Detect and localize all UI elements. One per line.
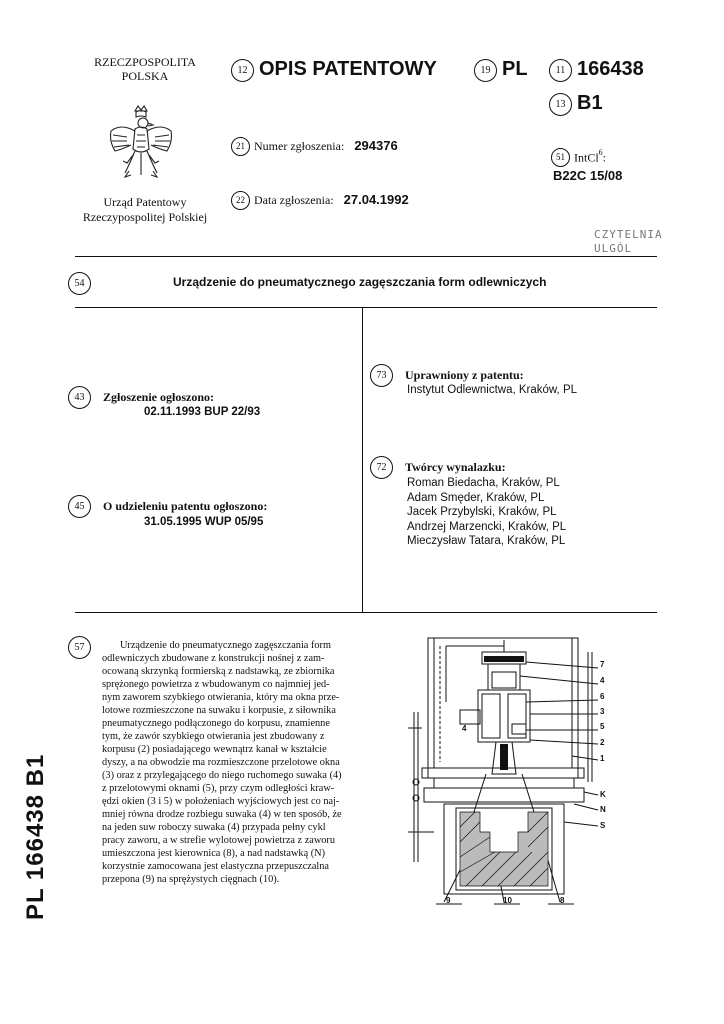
doc-type: OPIS PATENTOWY — [259, 58, 437, 80]
figure-label-9: 9 — [446, 896, 451, 905]
stamp-line-1: CZYTELNIA — [594, 228, 663, 241]
ipc-edition: 6 — [598, 148, 603, 157]
inventor: Jacek Przybylski, Kraków, PL — [407, 506, 557, 518]
inid-code-12: 12 — [231, 59, 254, 82]
inid-code-45: 45 — [68, 495, 91, 518]
filing-date: 27.04.1992 — [343, 192, 409, 208]
eagle-emblem-icon — [105, 103, 177, 183]
grant-value: 31.05.1995 WUP 05/95 — [144, 516, 264, 528]
country-name — [60, 55, 230, 83]
figure-label-1: 1 — [600, 754, 605, 763]
abstract-line: na jeden suw roboczy suwaka (4) przypada pełny cykl — [102, 822, 326, 833]
patent-title: Urządzenie do pneumatycznego zagęszczania form odlewniczych — [173, 275, 547, 289]
inventors-label: Twórcy wynalazku: — [405, 460, 506, 475]
abstract-line: lotowe rozmieszczone na suwaku i korpusie, z siłownika — [102, 705, 336, 716]
figure-label-s: S — [600, 821, 606, 830]
figure-label-7: 7 — [600, 660, 605, 669]
kind-code-row — [549, 92, 603, 116]
inid-code-72: 72 — [370, 456, 393, 479]
abstract-rule — [75, 612, 657, 613]
figure-label-k: K — [600, 790, 606, 799]
title-row — [68, 272, 668, 295]
filing-date-row — [231, 191, 409, 210]
figure-label-8: 8 — [560, 896, 565, 905]
inventor: Adam Smęder, Kraków, PL — [407, 491, 545, 504]
grant-label: O udzieleniu patentu ogłoszono: — [103, 499, 268, 514]
abstract-line: korpusu (2) posiadającego wewnątrz kanał w kształcie — [102, 744, 327, 755]
inid-code-13: 13 — [549, 93, 572, 116]
library-stamp — [594, 228, 663, 256]
figure-label-3: 3 — [600, 707, 605, 716]
figure-label-2: 2 — [600, 738, 605, 747]
abstract-line: odlewniczych zbudowane z konstrukcji nośnej z zam- — [102, 653, 325, 664]
figure-label-4: 4 — [600, 676, 605, 685]
office-line-1: Urząd Patentowy — [103, 195, 187, 209]
inid-code-22: 22 — [231, 191, 250, 210]
header-rule — [75, 256, 657, 257]
ipc-colon: : — [602, 150, 607, 165]
doc-type-row — [231, 58, 437, 82]
abstract-line: dyszy, a na obwodzie ma rozmieszczone przelotowe okna — [102, 757, 340, 768]
country-line-2: POLSKA — [121, 69, 169, 83]
sidebar-patent-id: PL 166438 B1 — [22, 753, 49, 920]
inventors-list — [407, 476, 566, 549]
stamp-line-2: ULGÓL — [594, 242, 633, 255]
patent-office — [50, 195, 240, 225]
inid-code-21: 21 — [231, 137, 250, 156]
abstract-line: z przelotowymi oknami (5), przy czym odległości kraw- — [102, 783, 335, 794]
owner-value: Instytut Odlewnictwa, Kraków, PL — [407, 384, 578, 396]
ipc-label: IntCl — [574, 150, 599, 165]
inventor: Andrzej Marzencki, Kraków, PL — [407, 520, 567, 533]
column-divider — [362, 307, 363, 612]
abstract-line: nym zaworem szybkiego otwierania, który ma okna prze- — [102, 692, 340, 703]
inid-code-11: 11 — [549, 59, 572, 82]
abstract-line: umieszczona jest kierownica (8), a nad nadstawką (N) — [102, 848, 326, 859]
inid-code-19: 19 — [474, 59, 497, 82]
inventor: Roman Biedacha, Kraków, PL — [407, 477, 560, 489]
abstract-line: przepona (9) na sprężystych cięgnach (10). — [102, 874, 280, 885]
patent-number-row — [549, 58, 644, 82]
title-rule — [75, 307, 657, 308]
kind-code: B1 — [577, 92, 603, 114]
announcement-value: 02.11.1993 BUP 22/93 — [144, 406, 261, 418]
ipc-value: B22C 15/08 — [553, 168, 623, 183]
inid-code-51: 51 — [551, 148, 570, 167]
abstract-line: (3) oraz z przylegającego do niego ruchomego suwaka (4) — [102, 770, 342, 781]
abstract-line: ocowaną skrzynką formierską z nadstawką, ze zbiornika — [102, 666, 335, 677]
abstract-line: ędzi okien (3 i 5) w położeniach wyjściowych jest co naj- — [102, 796, 340, 807]
application-number: 294376 — [354, 138, 398, 154]
abstract-line: pracy zaworu, a w strefie wylotowej powietrza z zaworu — [102, 835, 336, 846]
abstract-line: sprężonego powietrza z wbudowanym co najmniej jed- — [102, 679, 330, 690]
owner-label: Uprawniony z patentu: — [405, 368, 524, 383]
figure-label-6: 6 — [600, 692, 605, 701]
inid-code-54: 54 — [68, 272, 91, 295]
office-line-2: Rzeczypospolitej Polskiej — [82, 210, 208, 224]
country-line-1: RZECZPOSPOLITA — [94, 55, 196, 69]
figure-label-5: 5 — [600, 722, 605, 731]
inventor: Mieczysław Tatara, Kraków, PL — [407, 535, 566, 547]
figure-label-n: N — [600, 805, 606, 814]
grant-row — [68, 495, 267, 518]
patent-number: 166438 — [577, 58, 644, 80]
announcement-label: Zgłoszenie ogłoszono: — [103, 390, 214, 405]
figure-label-left-4: 4 — [462, 724, 467, 733]
inid-code-57: 57 — [68, 636, 91, 659]
abstract-line: korzystnie zamocowana jest elastyczna przepuszczalna — [102, 861, 329, 872]
technical-drawing — [400, 632, 615, 912]
inid-code-43: 43 — [68, 386, 91, 409]
application-label: Numer zgłoszenia: — [254, 139, 345, 154]
abstract-line: Urządzenie do pneumatycznego zagęszczania form — [120, 640, 331, 651]
abstract-text — [102, 639, 364, 886]
application-row — [231, 137, 398, 156]
abstract-line: pneumatycznego podłączonego do korpusu, znamienne — [102, 718, 330, 729]
figure-label-10: 10 — [503, 896, 512, 905]
country-code-row — [474, 58, 528, 82]
abstract-line: mniej równa drodze rozbiegu suwaka (4) w ten sposób, że — [102, 809, 342, 820]
country-code: PL — [502, 58, 528, 80]
filing-label: Data zgłoszenia: — [254, 193, 334, 208]
inid-code-73: 73 — [370, 364, 393, 387]
ipc-row — [551, 148, 606, 167]
abstract-line: tym, że zawór szybkiego otwierania jest zbudowany z — [102, 731, 325, 742]
